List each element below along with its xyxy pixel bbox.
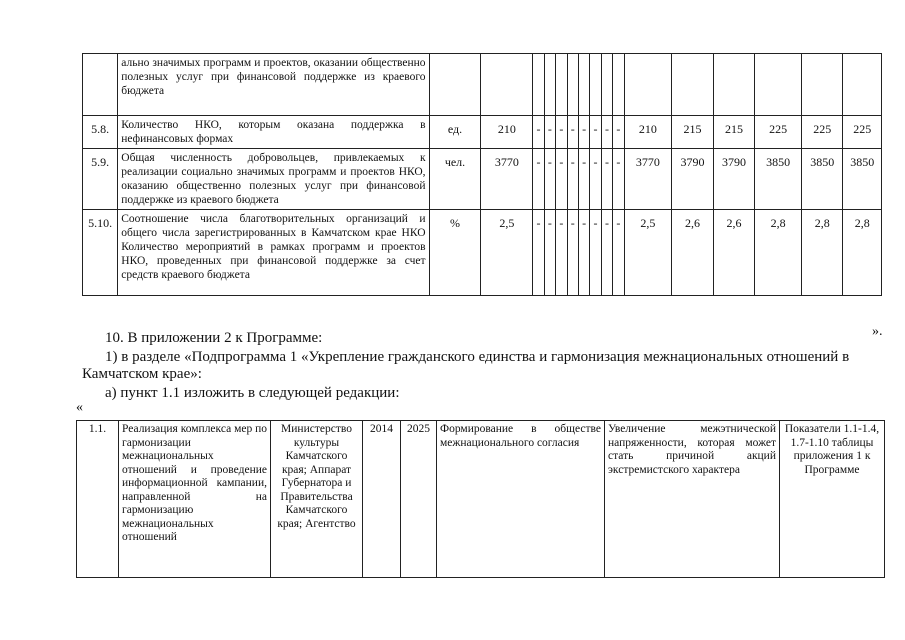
table-row bbox=[77, 421, 885, 578]
row-number: 5.9. bbox=[83, 149, 118, 210]
empty-year-cell: - bbox=[556, 116, 567, 149]
paragraph-subpoint-1-cont: Камчатском крае»: bbox=[82, 366, 202, 382]
value-cell: 3850 bbox=[755, 149, 802, 210]
empty-year-cell bbox=[590, 54, 601, 116]
empty-year-cell: - bbox=[533, 149, 544, 210]
value-cell: 2,8 bbox=[755, 210, 802, 296]
indicator-name: Количество НКО, которым оказана поддержка в нефинансовых формах bbox=[118, 116, 429, 149]
paragraph-subpoint-a: а) пункт 1.1 изложить в следующей редакции: bbox=[105, 385, 400, 401]
indicators-cell: Показатели 1.1-1.4, 1.7-1.10 таблицы приложения 1 к Программе bbox=[780, 421, 885, 578]
empty-year-cell: - bbox=[613, 210, 624, 296]
empty-year-cell: - bbox=[567, 116, 578, 149]
program-measures-table bbox=[76, 420, 885, 578]
empty-year-cell: - bbox=[578, 116, 589, 149]
value-cell bbox=[481, 54, 533, 116]
empty-year-cell: - bbox=[578, 149, 589, 210]
item-number: 1.1. bbox=[77, 421, 119, 578]
end-year: 2025 bbox=[401, 421, 437, 578]
empty-year-cell: - bbox=[613, 149, 624, 210]
value-cell: 3770 bbox=[481, 149, 533, 210]
empty-year-cell: - bbox=[556, 210, 567, 296]
empty-year-cell: - bbox=[533, 210, 544, 296]
risk-cell: Увеличение межэтнической напряженности, которая может стать причиной акций экстремистского характера bbox=[605, 421, 780, 578]
value-cell: 210 bbox=[481, 116, 533, 149]
value-cell bbox=[624, 54, 672, 116]
empty-year-cell: - bbox=[601, 116, 612, 149]
empty-year-cell: - bbox=[556, 149, 567, 210]
empty-year-cell bbox=[533, 54, 544, 116]
closing-quote: ». bbox=[872, 324, 883, 339]
opening-quote: « bbox=[76, 400, 83, 415]
table-row bbox=[83, 54, 882, 116]
row-number: 5.10. bbox=[83, 210, 118, 296]
empty-year-cell bbox=[567, 54, 578, 116]
activity-cell: Реализация комплекса мер по гармонизации межнациональных отношений и проведение информационной кампании, направленной на гармонизацию межнациональных отношений bbox=[119, 421, 271, 578]
value-cell: 215 bbox=[713, 116, 755, 149]
empty-year-cell: - bbox=[533, 116, 544, 149]
indicator-name: Соотношение числа благотворительных организаций и общего числа зарегистрированных в Камчатском крае НКО Количество мероприятий в рамках программ и проектов НКО, проведенных при финансовой поддержке за счет средств краевого бюджета bbox=[118, 210, 429, 296]
value-cell: 3850 bbox=[801, 149, 843, 210]
empty-year-cell bbox=[556, 54, 567, 116]
row-number: 5.8. bbox=[83, 116, 118, 149]
value-cell: 2,8 bbox=[843, 210, 882, 296]
value-cell bbox=[801, 54, 843, 116]
indicators-table bbox=[82, 53, 882, 296]
table-row bbox=[83, 210, 882, 296]
empty-year-cell: - bbox=[590, 149, 601, 210]
start-year: 2014 bbox=[363, 421, 401, 578]
indicator-name: Общая численность добровольцев, привлекаемых к реализации социально значимых программ и проектов НКО, оказанию общественно полезных услуг при финансовой поддержке из краевого бюджета bbox=[118, 149, 429, 210]
empty-year-cell bbox=[578, 54, 589, 116]
row-number bbox=[83, 54, 118, 116]
indicator-name: ально значимых программ и проектов, оказании общественно полезных услуг при финансовой поддержке из краевого бюджета bbox=[118, 54, 429, 116]
unit-cell: ед. bbox=[429, 116, 481, 149]
value-cell: 3770 bbox=[624, 149, 672, 210]
value-cell bbox=[755, 54, 802, 116]
value-cell: 3790 bbox=[713, 149, 755, 210]
value-cell bbox=[843, 54, 882, 116]
value-cell: 225 bbox=[755, 116, 802, 149]
value-cell bbox=[713, 54, 755, 116]
empty-year-cell: - bbox=[590, 210, 601, 296]
unit-cell: % bbox=[429, 210, 481, 296]
result-cell: Формирование в обществе межнационального согласия bbox=[437, 421, 605, 578]
unit-cell bbox=[429, 54, 481, 116]
value-cell: 3790 bbox=[672, 149, 714, 210]
empty-year-cell: - bbox=[544, 116, 555, 149]
empty-year-cell: - bbox=[567, 210, 578, 296]
empty-year-cell: - bbox=[590, 116, 601, 149]
empty-year-cell: - bbox=[601, 210, 612, 296]
table-row bbox=[83, 149, 882, 210]
table-row bbox=[83, 116, 882, 149]
empty-year-cell: - bbox=[544, 210, 555, 296]
paragraph-subpoint-1: 1) в разделе «Подпрограмма 1 «Укрепление гражданского единства и гармонизация межнациональных отношений в bbox=[105, 349, 850, 365]
value-cell: 2,5 bbox=[481, 210, 533, 296]
value-cell: 225 bbox=[801, 116, 843, 149]
paragraph-10: 10. В приложении 2 к Программе: bbox=[105, 330, 323, 346]
empty-year-cell bbox=[613, 54, 624, 116]
value-cell: 225 bbox=[843, 116, 882, 149]
empty-year-cell bbox=[544, 54, 555, 116]
value-cell: 215 bbox=[672, 116, 714, 149]
empty-year-cell: - bbox=[601, 149, 612, 210]
value-cell: 2,8 bbox=[801, 210, 843, 296]
empty-year-cell: - bbox=[613, 116, 624, 149]
empty-year-cell bbox=[601, 54, 612, 116]
value-cell: 2,5 bbox=[624, 210, 672, 296]
value-cell: 3850 bbox=[843, 149, 882, 210]
empty-year-cell: - bbox=[567, 149, 578, 210]
executor-cell: Министерство культуры Камчатского края; Аппарат Губернатора и Правительства Камчатского края; Агентство bbox=[271, 421, 363, 578]
value-cell: 210 bbox=[624, 116, 672, 149]
value-cell: 2,6 bbox=[713, 210, 755, 296]
unit-cell: чел. bbox=[429, 149, 481, 210]
empty-year-cell: - bbox=[544, 149, 555, 210]
value-cell bbox=[672, 54, 714, 116]
empty-year-cell: - bbox=[578, 210, 589, 296]
value-cell: 2,6 bbox=[672, 210, 714, 296]
